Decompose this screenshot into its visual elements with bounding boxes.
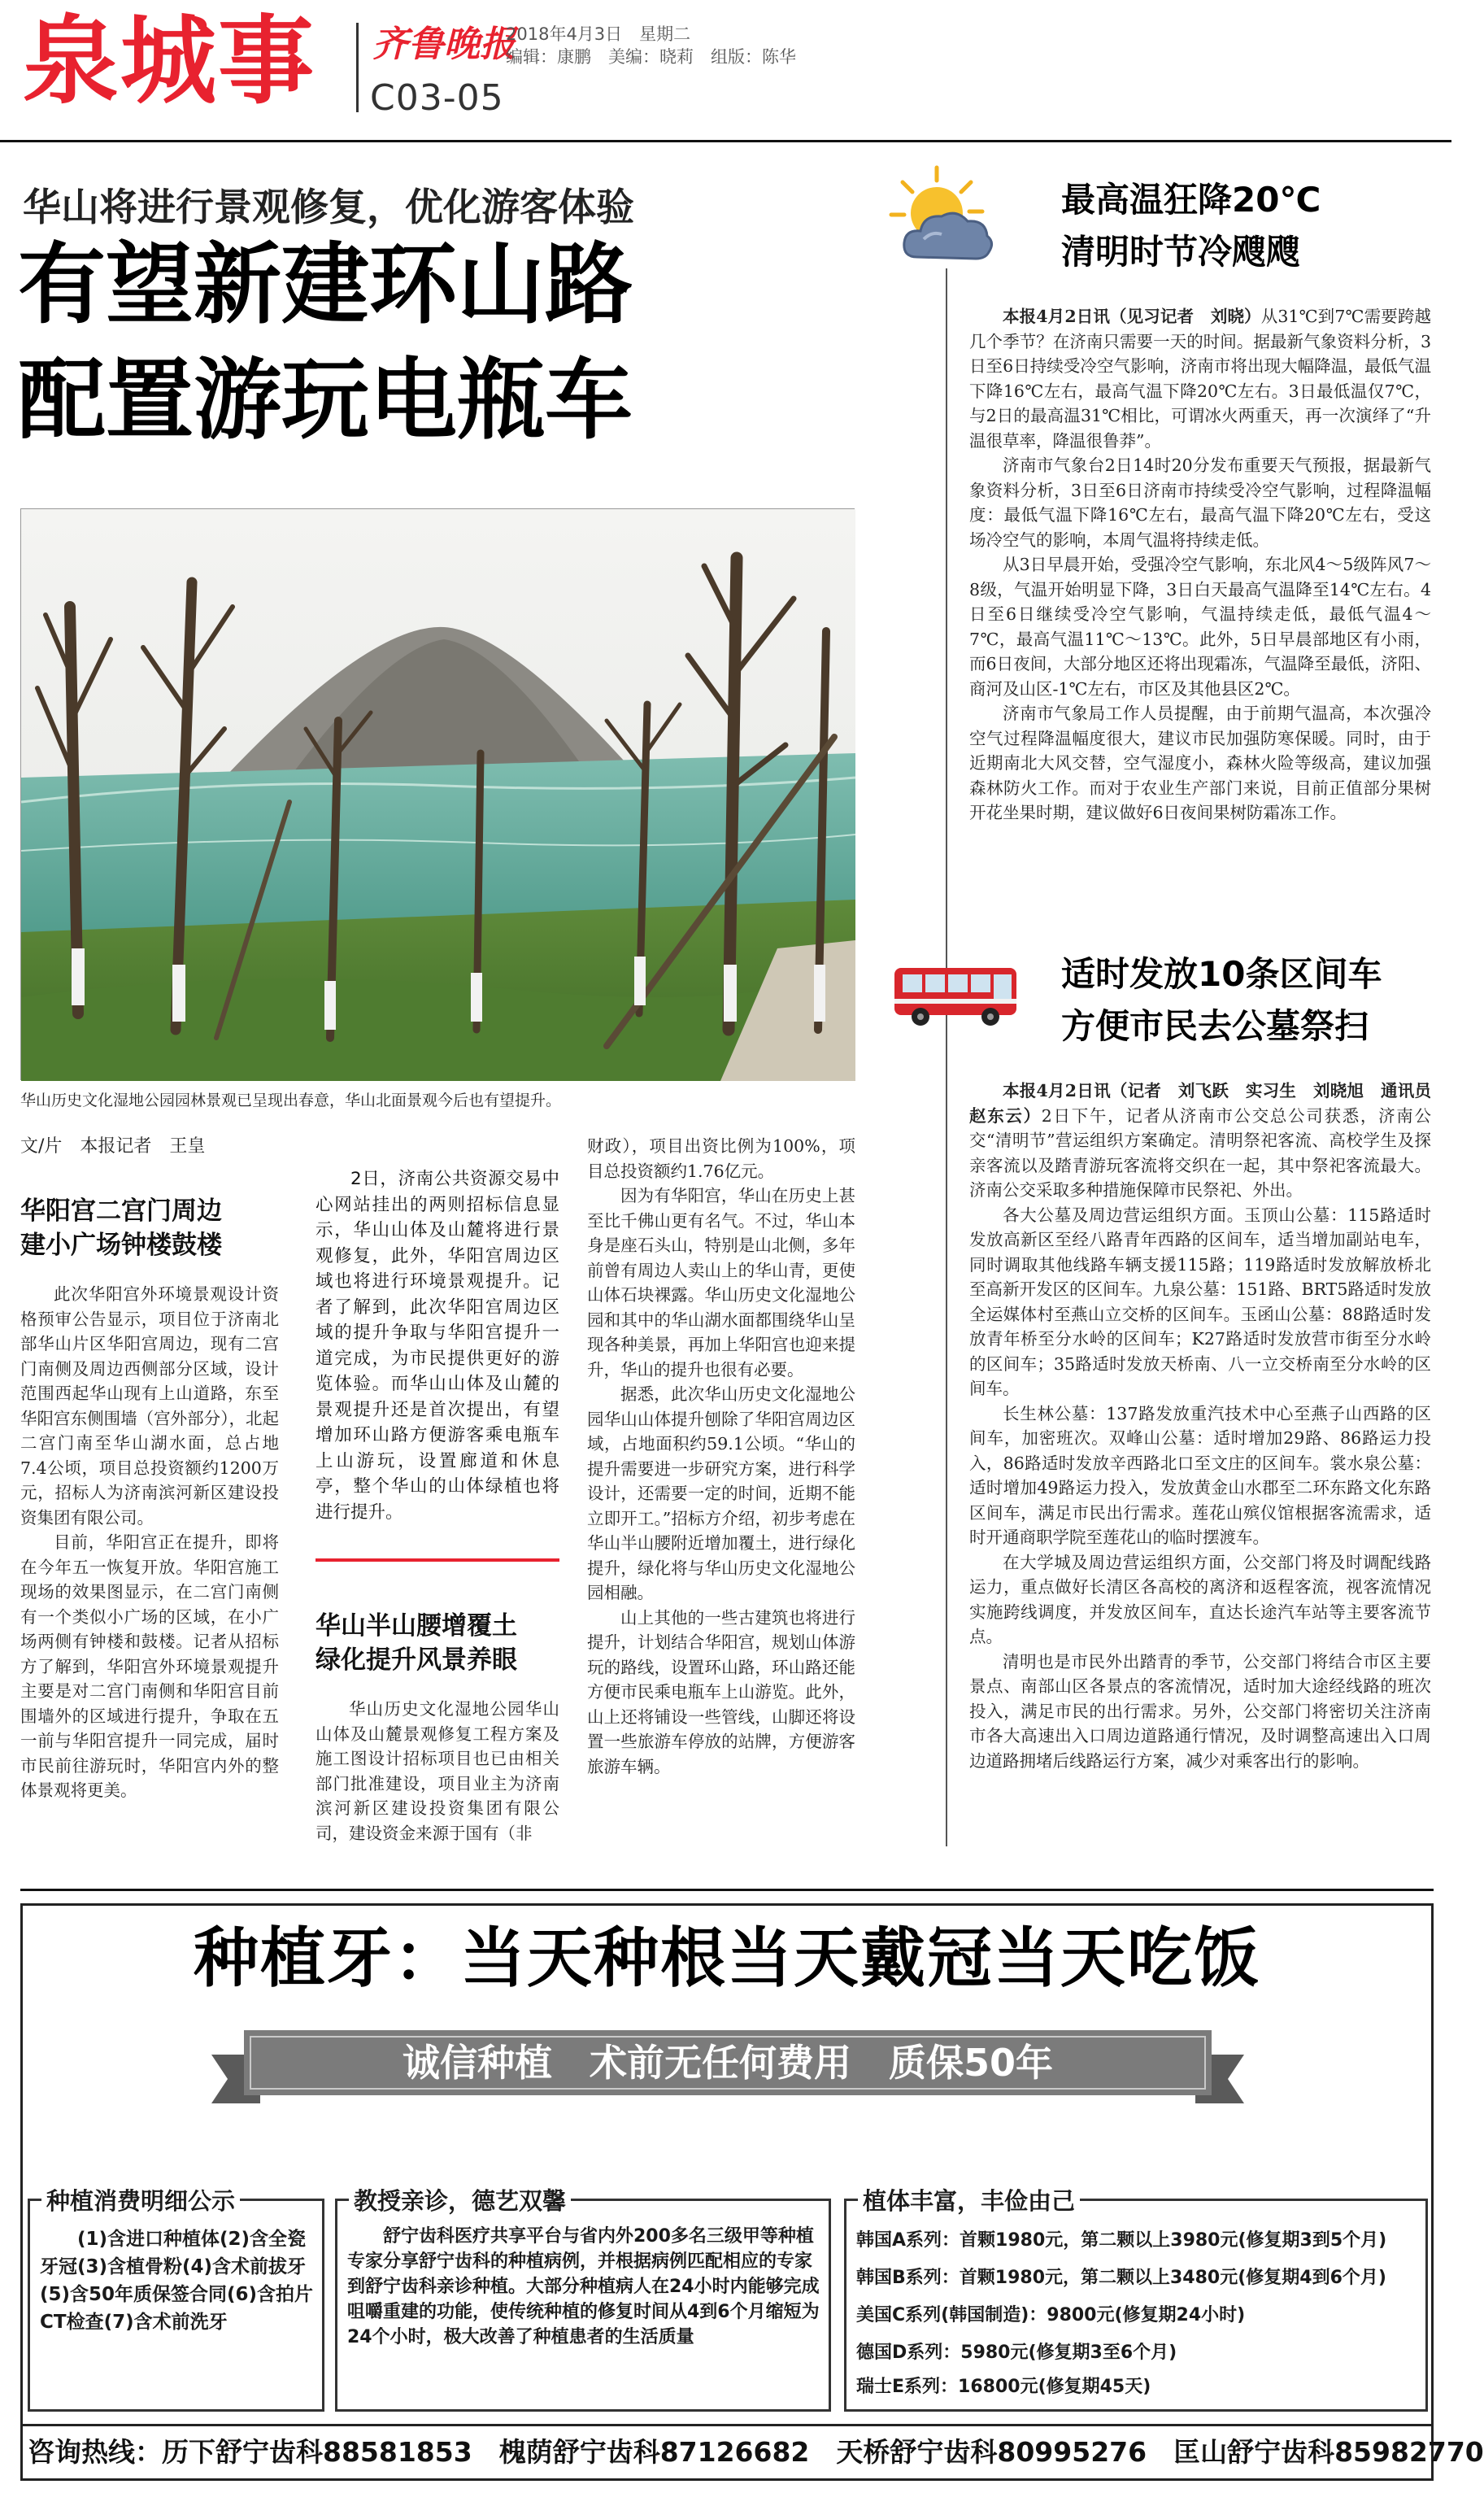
main-photo	[20, 508, 855, 1080]
weather-body	[969, 304, 1431, 890]
staff-line: 编辑：康鹏 美编：晓莉 组版：陈华	[506, 47, 796, 67]
main-col-1	[20, 1282, 279, 1843]
ad-box3-line-3: 美国C系列(韩国制造)：9800元(修复期24小时)	[856, 2305, 1246, 2325]
main-col-3-p0: 财政），项目出资比例为100%，项目总投资额约1.76亿元。	[587, 1136, 855, 1181]
weather-p4: 济南市气象局工作人员提醒，由于前期气温高，本次强冷空气过程降温幅度很大，建议市民加强防寒保暖。同时，由于近期南北大风交替，空气湿度小，森林火险等级高，建议加强森林防火工作。而对于农业生产部门来说，目前正值部分果树开花坐果时期，建议做好6日夜间果树防霜冻工作。	[969, 704, 1431, 822]
main-headline-1: 有望新建环山路	[18, 234, 633, 336]
paper-name: 齐鲁晚报	[372, 24, 516, 65]
bus-body	[969, 1079, 1448, 1843]
main-kicker: 华山将进行景观修复，优化游客体验	[23, 185, 634, 230]
ad-box1-text: (1)含进口种植体(2)含全瓷牙冠(3)含植骨粉(4)含术前拔牙(5)含50年质保签合同(6)含拍片CT检查(7)含术前洗牙	[40, 2229, 314, 2333]
bus-icon	[891, 960, 1021, 1033]
weather-p3: 从3日早晨开始，受强冷空气影响，东北风4～5级阵风7～8级，气温开始明显下降，3日白天最高气温降至14℃左右。4日至6日继续受冷空气影响，气温持续走低，最低气温4～7℃，最高气温11℃～13℃。此外，5日早晨部地区有小雨，而6日夜间，大部分地区还将出现霜冻，气温降至最低，济阳、商河及山区-1℃左右，市区及其他县区2℃。	[969, 555, 1431, 699]
section-title: 泉城事	[23, 5, 316, 117]
subhead-1-line-2: 建小广场钟楼鼓楼	[20, 1231, 222, 1260]
subhead-1-line-1: 华阳宫二宫门周边	[20, 1196, 222, 1226]
ad-box2-title: 教授亲诊，德艺双馨	[349, 2183, 571, 2216]
bus-lead: 本报4月2日讯（记者 刘飞跃 实习生 刘晓旭 通讯员 赵东云）	[969, 1081, 1448, 1126]
ad-box1-title: 种植消费明细公示	[41, 2183, 240, 2216]
main-col-3-p2: 据悉，此次华山历史文化湿地公园华山山体提升刨除了华阳宫周边区域，占地面积约59.1公顷。“华山的提升需要进一步研究方案，进行科学设计，还需要一定的时间，近期不能立即开工。”招标方介绍，初步考虑在华山半山腰附近增加覆土，进行绿化提升，绿化将与华山历史文化湿地公园相融。	[587, 1384, 855, 1602]
main-col-2-p1: 华山历史文化湿地公园华山山体及山麓景观修复工程方案及施工图设计招标项目也已由相关部门批准建设，项目业主为济南滨河新区建设投资集团有限公司，建设资金来源于国有（非	[316, 1699, 559, 1843]
blurb-rule	[316, 1558, 559, 1562]
ad-box-experts	[335, 2187, 831, 2412]
page-number: C03-05	[370, 77, 504, 119]
bus-p2: 各大公墓及周边营运组织方面。玉顶山公墓：115路适时发放高新区至经八路青年西路的区间车，适当增加副站电车，同时调取其他线路车辆支援115路；119路适时发放解放桥北至高新开发区的区间车。九泉公墓：151路、BRT5路适时发放全运媒体村至燕山立交桥的区间车。玉函山公墓：88路适时发放青年桥至分水岭的区间车；K27路适时发放营市街至分水岭的区间车；35路适时发放天桥南、八一立交桥南至分水岭的区间车。	[969, 1205, 1431, 1398]
weather-headline-2: 清明时节冷飕飕	[1061, 232, 1301, 272]
photo-caption: 华山历史文化湿地公园园林景观已呈现出春意，华山北面景观今后也有望提升。	[20, 1092, 562, 1109]
ad-box3-line-1: 韩国A系列：首颗1980元，第二颗以上3980元(修复期3到5个月)	[856, 2230, 1387, 2251]
weather-p1: 从31℃到7℃需要跨越几个季节？在济南只需要一天的时间。据最新气象资料分析，3日至6日持续受冷空气影响，济南市将出现大幅降温，最低气温下降16℃左右，最高气温下降20℃左右。3日最低温仅7℃，与2日的最高温31℃相比，可谓冰火两重天，再一次演绎了“升温很草率，降温很鲁莽”。	[969, 307, 1431, 451]
weather-headline-1: 最高温狂降20℃	[1061, 180, 1321, 220]
weather-lead: 本报4月2日讯（见习记者 刘晓）	[1003, 307, 1261, 326]
bus-p3: 长生林公墓：137路发放重汽技术中心至燕子山西路的区间车，加密班次。双峰山公墓：适时增加29路、86路运力投入，86路适时发放辛西路北口至文庄的区间车。裳水泉公墓：适时增加49路运力投入，发放黄金山水郡至二环东路文化东路区间车，满足市民出行需求。莲花山殡仪馆根据客流需求，适时开通商职学院至莲花山的临时摆渡车。	[969, 1403, 1431, 1547]
date-line: 2018年4月3日 星期二	[506, 24, 691, 44]
bus-icon-graphic	[891, 960, 1021, 1033]
ad-headline: 种植牙：当天种根当天戴冠当天吃饭	[194, 1920, 1260, 1996]
ad-box3-line-2: 韩国B系列：首颗1980元，第二颗以上3480元(修复期4到6个月)	[856, 2268, 1386, 2288]
ad-top-rule	[20, 1889, 1434, 1891]
ad-hotline: 咨询热线：历下舒宁齿科88581853 槐荫舒宁齿科87126682 天桥舒宁齿科80995276 匡山舒宁齿科85982770	[28, 2436, 1484, 2468]
ad-box3-title: 植体丰富，丰俭由己	[858, 2183, 1080, 2216]
main-col-2	[316, 1697, 559, 1843]
weather-p2: 济南市气象台2日14时20分发布重要天气预报，据最新气象资料分析，3日至6日济南市持续受冷空气影响，过程降温幅度：最低气温下降16℃左右，最高气温下降20℃左右，受这场冷空气的影响，本周气温将持续走低。	[969, 455, 1431, 550]
ad-banner-text: 诚信种植 术前无任何费用 质保50年	[402, 2041, 1053, 2085]
blurb-box	[316, 1166, 559, 1549]
main-col-1-p2: 目前，华阳宫正在提升，即将在今年五一恢复开放。华阳宫施工现场的效果图显示，在二宫门南侧有一个类似小广场的区域，在小广场两侧有钟楼和鼓楼。记者从招标方了解到，华阳宫外环境景观提升主要是对二宫门南侧和华阳宫目前围墙外的区域进行提升，争取在五一前与华阳宫提升一同完成，届时市民前往游玩时，华阳宫内外的整体景观将更美。	[20, 1532, 279, 1800]
bus-p1: 2日下午，记者从济南市公交总公司获悉，济南公交“清明节”营运组织方案确定。清明祭祀客流、高校学生及探亲客流以及踏青游玩客流将交织在一起，其中祭祀客流最大。济南公交采取多种措施保障市民祭祀、外出。	[969, 1105, 1431, 1200]
main-col-3-p1: 因为有华阳宫，华山在历史上甚至比千佛山更有名气。不过，华山本身是座石头山，特别是山北侧，多年前曾有周边人卖山上的华山青，更使山体石块裸露。华山历史文化湿地公园和其中的华山湖水面都围绕华山呈现各种美景，再加上华阳宫也迎来提升，华山的提升也很有必要。	[587, 1186, 855, 1379]
masthead-rule	[0, 140, 1451, 142]
ad-banner	[211, 2022, 1244, 2112]
main-headline-2: 配置游玩电瓶车	[18, 350, 633, 451]
byline: 文/片 本报记者 王皇	[20, 1136, 206, 1157]
bus-p4: 在大学城及周边营运组织方面，公交部门将及时调配线路运力，重点做好长清区各高校的离济和返程客流，视客流情况实施跨线调度，并发放区间车，直达长途汽车站等主要客流节点。	[969, 1552, 1431, 1646]
main-col-3	[587, 1134, 855, 1843]
weather-icon	[886, 161, 1000, 275]
ad-hotline-rule	[23, 2424, 1431, 2426]
masthead-divider	[356, 23, 359, 112]
bus-headline-2: 方便市民去公墓祭扫	[1061, 1006, 1369, 1046]
column-divider	[946, 268, 947, 1846]
ad-box-implants	[844, 2187, 1428, 2412]
subhead-2-line-1: 华山半山腰增覆土	[316, 1611, 517, 1641]
blurb-text: 2日，济南公共资源交易中心网站挂出的两则招标信息显示，华山山体及山麓将进行景观修复，此外，华阳宫周边区域也将进行环境景观提升。记者了解到，此次华阳宫周边区域的提升争取与华阳宫提升一道完成，为市民提供更好的游览体验。而华山山体及山麓的景观提升还是首次提出，有望增加环山路方便游客乘电瓶车上山游玩，设置廊道和休息亭，整个华山的山体绿植也将进行提升。	[316, 1169, 559, 1523]
subhead-2-line-2: 绿化提升风景养眼	[316, 1645, 517, 1675]
park-photo-illustration	[21, 509, 855, 1081]
bus-p5: 清明也是市民外出踏青的季节，公交部门将结合市区主要景点、南部山区各景点的客流情况，适时加大途经线路的班次投入，满足市民的出行需求。另外，公交部门将密切关注济南市各大高速出入口周边道路通行情况，及时调整高速出入口周边道路拥堵后线路运行方案，减少对乘客出行的影响。	[969, 1651, 1431, 1771]
ad-box3-line-4: 德国D系列：5980元(修复期3至6个月)	[856, 2343, 1177, 2363]
ad-box3-line-5: 瑞士E系列：16800元(修复期45天)	[856, 2377, 1151, 2397]
ad-box-pricing	[28, 2187, 324, 2412]
sun-cloud-icon	[886, 161, 1000, 275]
main-col-1-p1: 此次华阳宫外环境景观设计资格预审公告显示，项目位于济南北部华山片区华阳宫周边，现有二宫门南侧及周边西侧部分区域，设计范围西起华山现有上山道路，东至华阳宫东侧围墙（宫外部分），北起二宫门南至华山湖水面，总占地7.4公顷，项目总投资额约1200万元，招标人为济南滨河新区建设投资集团有限公司。	[20, 1284, 279, 1528]
bus-headline-1: 适时发放10条区间车	[1061, 954, 1382, 994]
masthead	[0, 0, 1451, 142]
main-col-3-p3: 山上其他的一些古建筑也将进行提升，计划结合华阳宫，规划山体游玩的路线，设置环山路，环山路还能方便市民乘电瓶车上山游览。此外，山上还将铺设一些管线，山脚还将设置一些旅游车停放的站牌，方便游客旅游车辆。	[587, 1607, 855, 1776]
ad-box2-text: 舒宁齿科医疗共享平台与省内外200多名三级甲等种植专家分享舒宁齿科的种植病例，并根据病例匹配相应的专家到舒宁齿科亲诊种植。大部分种植病人在24小时内能够完成咀嚼重建的功能，使传统种植的修复时间从4到6个月缩短为24个小时，极大改善了种植患者的生活质量	[347, 2226, 820, 2347]
